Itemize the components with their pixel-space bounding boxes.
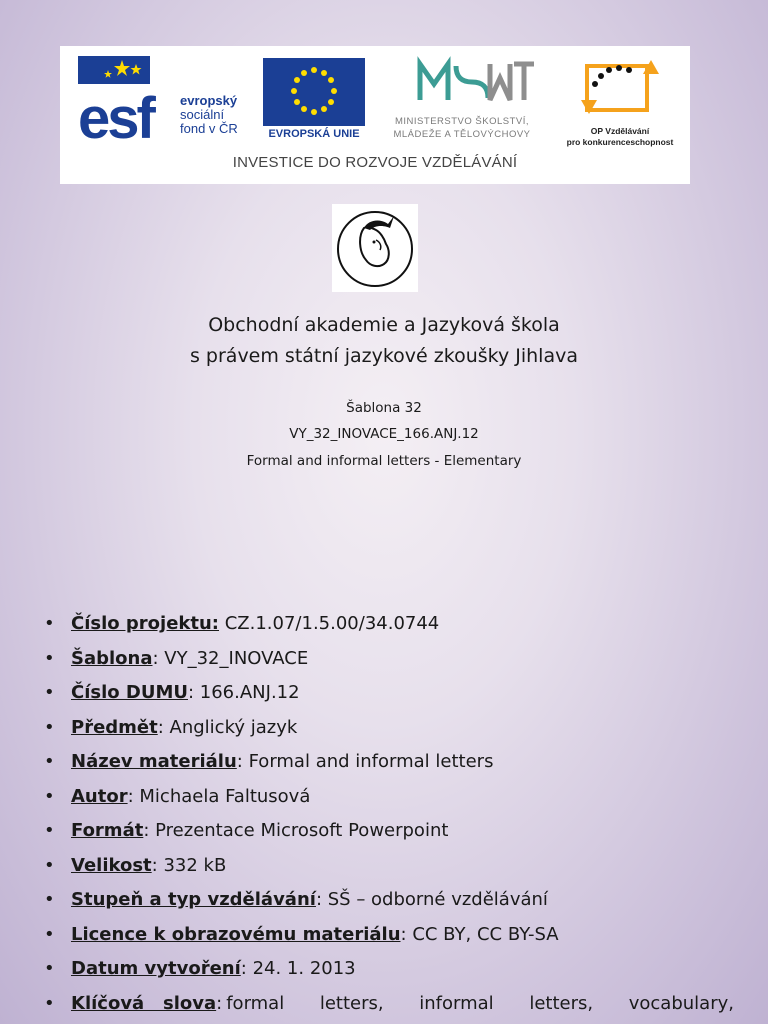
school-name-line-2: s právem státní jazykové zkoušky Jihlava — [189, 345, 578, 367]
meta-key: Číslo projektu: — [71, 613, 219, 634]
meta-value: VY_32_INOVACE — [164, 647, 309, 669]
meta-key: Číslo DUMU — [71, 682, 188, 703]
eu-label: EVROPSKÁ UNIE — [268, 128, 360, 140]
eu-flag-icon — [263, 58, 365, 126]
meta-value: CZ.1.07/1.5.00/34.0744 — [224, 613, 440, 634]
msmt-line-1: MINISTERSTVO ŠKOLSTVÍ, — [395, 116, 529, 127]
bullet-icon: • — [44, 785, 55, 807]
meta-value: Formal and informal letters — [248, 751, 494, 772]
list-item: • Datum vytvoření: 24. 1. 2013 — [44, 955, 734, 990]
meta-key: Klíčová slova — [71, 992, 217, 1014]
list-item: • Číslo DUMU: 166.ANJ.12 — [44, 679, 734, 714]
metadata-list — [44, 610, 734, 1024]
esf-logo — [78, 56, 258, 144]
meta-value: 332 kB — [163, 854, 227, 876]
meta-key: Datum vytvoření — [71, 958, 241, 979]
list-item: • Velikost: 332 kB — [44, 852, 734, 887]
keywords-value: formal letters, informal letters, vocabulary, — [226, 992, 734, 1014]
school-name-line-1: Obchodní akademie a Jazyková škola — [208, 314, 560, 336]
meta-value: 24. 1. 2013 — [252, 958, 356, 979]
meta-value: Prezentace Microsoft Powerpoint — [155, 820, 449, 841]
meta-key: Velikost — [71, 854, 152, 876]
bullet-icon: • — [44, 751, 55, 772]
list-item — [44, 610, 734, 645]
bullet-icon: • — [44, 923, 55, 945]
bullet-icon: • — [44, 613, 55, 634]
material-topic: Formal and informal letters - Elementary — [246, 453, 522, 469]
meta-key: Šablona — [71, 647, 153, 669]
meta-key: Stupeň a typ vzdělávání — [71, 889, 316, 910]
esf-emblem-icon — [78, 56, 178, 144]
msmt-logo — [372, 56, 552, 146]
esf-wordmark: evropský sociální fond v ČR — [180, 93, 238, 136]
op-logo — [555, 56, 685, 148]
list-item: • Název materiálu: Formal and informal letters — [44, 748, 734, 783]
material-code: VY_32_INOVACE_166.ANJ.12 — [289, 426, 479, 442]
meta-key: Licence k obrazovému materiálu — [71, 923, 401, 945]
hermes-head-icon — [332, 204, 418, 292]
bullet-icon: • — [44, 889, 55, 910]
banner-caption: INVESTICE DO ROZVOJE VZDĚLÁVÁNÍ — [232, 154, 518, 171]
school-logo — [332, 204, 418, 292]
bullet-icon: • — [44, 992, 55, 1014]
list-item: • Licence k obrazovému materiálu: CC BY, CC BY-SA — [44, 921, 734, 956]
msmt-line-2: MLÁDEŽE A TĚLOVÝCHOVY — [393, 129, 531, 140]
msmt-emblem-icon — [372, 56, 552, 114]
bullet-icon: • — [44, 854, 55, 876]
list-item: • Šablona: VY_32_INOVACE — [44, 645, 734, 680]
funding-banner — [60, 46, 690, 184]
bullet-icon: • — [44, 647, 55, 669]
list-item: • Formát: Prezentace Microsoft Powerpoint — [44, 817, 734, 852]
meta-value: CC BY, CC BY-SA — [412, 923, 559, 945]
svg-text:esf: esf — [78, 86, 153, 144]
list-item: • Autor: Michaela Faltusová — [44, 783, 734, 818]
list-item: • Stupeň a typ vzdělávání: SŠ – odborné vzdělávání — [44, 886, 734, 921]
meta-key: Název materiálu — [71, 751, 237, 772]
list-item-keywords: • Klíčová slova : formal letters, informal letters, vocabulary, — [44, 990, 734, 1024]
meta-key: Formát — [71, 820, 144, 841]
bullet-icon: • — [44, 958, 55, 979]
meta-key: Autor — [71, 785, 128, 807]
meta-value: 166.ANJ.12 — [199, 682, 300, 703]
eu-logo — [263, 58, 365, 150]
bullet-icon: • — [44, 716, 55, 738]
meta-value: SŠ – odborné vzdělávání — [327, 889, 548, 910]
bullet-icon: • — [44, 820, 55, 841]
meta-value: Michaela Faltusová — [139, 785, 311, 807]
list-item: • Předmět: Anglický jazyk — [44, 714, 734, 749]
op-emblem-icon — [555, 56, 685, 122]
template-label: Šablona 32 — [346, 400, 422, 416]
bullet-icon: • — [44, 682, 55, 703]
meta-key: Předmět — [71, 716, 158, 738]
op-wordmark: OP Vzdělávání pro konkurenceschopnost — [566, 126, 674, 147]
meta-value: Anglický jazyk — [169, 716, 298, 738]
